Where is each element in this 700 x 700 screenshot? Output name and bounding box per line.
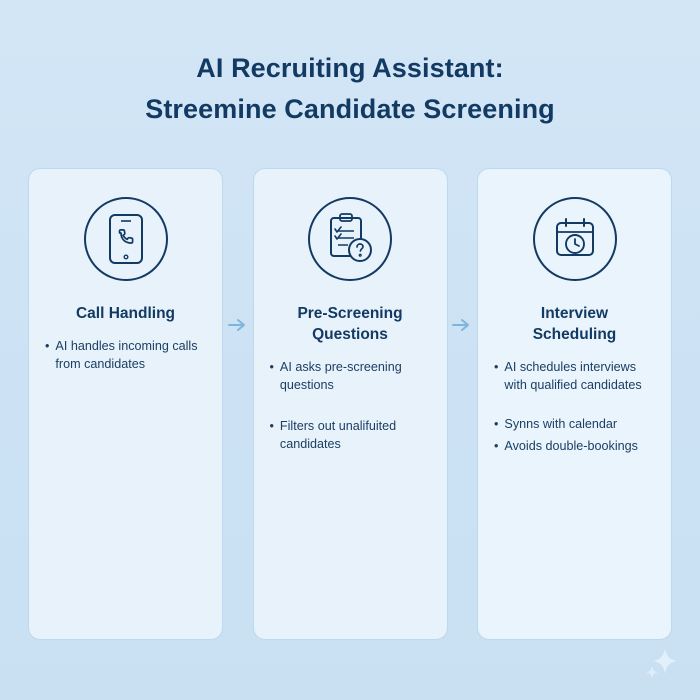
list-item xyxy=(494,359,657,394)
list-item-text: AI handles incoming calls from candidates xyxy=(55,339,198,371)
smartphone-call-icon xyxy=(84,197,168,281)
title-line-2: Streemine Candidate Screening xyxy=(145,94,555,124)
card-interview-scheduling xyxy=(477,168,672,640)
card-title-line-2: Scheduling xyxy=(532,326,617,343)
bullet-marker: • xyxy=(45,339,50,353)
list-item-text: AI schedules interviews with qualified candidates xyxy=(504,360,642,392)
list-item xyxy=(45,338,208,373)
bullet-marker: • xyxy=(269,360,274,374)
bullet-list xyxy=(254,359,447,453)
card-title-line-1: Call Handling xyxy=(75,305,176,322)
list-item-text: Avoids double-bookings xyxy=(504,438,638,453)
card-title xyxy=(29,303,222,324)
bullet-list xyxy=(478,359,671,455)
bullet-list xyxy=(29,338,222,373)
icon-container xyxy=(29,197,222,281)
bullet-marker: • xyxy=(494,360,499,374)
list-item xyxy=(270,418,433,453)
bullet-marker: • xyxy=(494,438,499,453)
clipboard-question-icon xyxy=(308,197,392,281)
card-title-line-2: Questions xyxy=(312,326,388,343)
page-title xyxy=(0,48,700,130)
cards-row xyxy=(28,168,672,640)
title-line-1: AI Recruiting Assistant: xyxy=(196,53,504,83)
card-title-line-1: Interview xyxy=(540,305,609,322)
list-item xyxy=(270,359,433,394)
list-item-text: AI asks pre-screening questions xyxy=(279,360,402,392)
arrow-2 xyxy=(448,168,476,640)
sparkle-icon xyxy=(644,646,678,680)
card-title xyxy=(478,303,671,345)
list-item xyxy=(494,416,657,434)
icon-container xyxy=(478,197,671,281)
calendar-clock-icon xyxy=(533,197,617,281)
list-item-text: Filters out unalifuited candidates xyxy=(279,419,397,451)
card-pre-screening-questions xyxy=(253,168,448,640)
list-item xyxy=(494,438,657,456)
card-title-line-1: Pre-Screening xyxy=(297,305,403,322)
icon-container xyxy=(254,197,447,281)
bullet-marker: • xyxy=(269,419,274,433)
bullet-marker: • xyxy=(494,417,499,431)
arrow-1 xyxy=(224,168,252,640)
list-item-text: Synns with calendar xyxy=(504,417,618,431)
card-title xyxy=(254,303,447,345)
card-call-handling xyxy=(28,168,223,640)
